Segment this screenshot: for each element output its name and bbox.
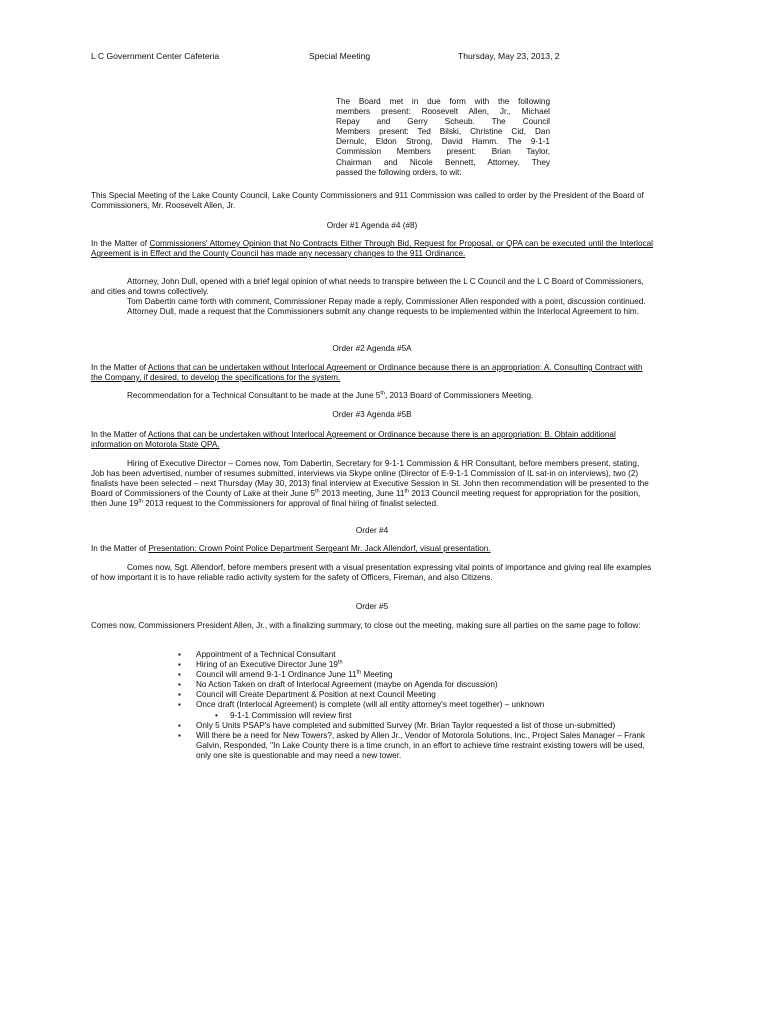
order1-paragraph-1: Attorney, John Dull, opened with a brief legal opinion of what needs to transpire between the L C Council and the L C Board of Commissioners, and cities and towns collectively. [91, 277, 644, 297]
hiring-sup-3: th [138, 498, 143, 505]
intro-paragraph [336, 97, 550, 178]
list-item: ▪ Only 5 Units PSAP's have completed and submitted Survey (Mr. Brian Taylor requested a list of those un-submitted) [91, 721, 653, 731]
opening-paragraph [91, 191, 653, 211]
intro-line: The Board met in due form with the following [336, 97, 550, 106]
opening-text: This Special Meeting of the Lake County Council, Lake County Commissioners and 911 Commission was called to order by the President of the Board of Commissioners, Mr. Roosevelt Allen, Jr. [91, 191, 644, 211]
order3-hiring-paragraph [91, 459, 653, 509]
order2-heading: Order #2 Agenda #5A [332, 344, 412, 353]
order1-discussion [91, 277, 653, 317]
matter-prefix: In the Matter of [91, 363, 148, 372]
order1-matter [91, 239, 653, 259]
sub-list-item: • 9-1-1 Commission will review first [91, 711, 653, 721]
hiring-text-d: 2013 request to the Commissioners for approval of final hiring of finalist selected. [142, 499, 439, 509]
order5-summary [91, 621, 653, 631]
matter-title: Presentation: Crown Point Police Department Sergeant Mr. Jack Allendorf, visual presentation. [148, 544, 491, 553]
order3-matter [91, 430, 653, 450]
matter-title: Commissioners' Attorney Opinion that No Contracts Either Through Bid, Request for Proposal, or QPA can be executed until the Interlocal Agreement is in Effect and the County Council has made any necessary changes to the 911 Ordinance. [91, 239, 653, 259]
order4-heading: Order #4 [355, 526, 389, 535]
list-item: ▪ Council will Create Department & Position at next Council Meeting [91, 690, 653, 700]
order5-action-list [91, 650, 653, 761]
order2-recommendation [91, 391, 653, 401]
order4-paragraph-1: Comes now, Sgt. Allendorf, before members present with a visual presentation expressing vital points of importance and giving real life examples of how important it is to have reliable radio activity system for the safety of Officers, Fireman, and also Citizens. [91, 563, 652, 583]
intro-line: Repay and Gerry Scheub. The Council [336, 117, 550, 127]
intro-line: members present: Roosevelt Allen, Jr., Michael [336, 107, 550, 117]
order2-matter [91, 363, 653, 383]
matter-title: Actions that can be undertaken without Interlocal Agreement or Ordinance because there is an appropriation: A. Consulting Contract with the Company, if desired, to develop the specifications for the system. [91, 363, 643, 383]
hiring-text-c: 2013 Council meeting request for appropriation for the position, then June 19 [91, 489, 641, 509]
list-item [91, 660, 653, 670]
list-item-text: Meeting [361, 670, 393, 680]
list-item: ▪ Will there be a need for New Towers?, asked by Allen Jr., Vendor of Motorola Solutions, Inc., Project Sales Manager – Frank Galvin, Responded, "In Lake County there is a time crunch, in an effort to achieve time restraint existing towers will be used, only one site is questionable and may need a new tower. [91, 731, 653, 761]
hiring-text-b: 2013 meeting, June 11 [319, 489, 405, 499]
hiring-sup-1: th [314, 488, 320, 495]
intro-line: Commission Members present: Brian Taylor, [336, 147, 550, 157]
hiring-sup-2: th [404, 488, 410, 495]
rec-text-b: , 2013 Board of Commissioners Meeting. [384, 391, 534, 400]
list-item-sup: th [338, 659, 343, 666]
order4-matter [91, 544, 653, 554]
matter-title: Actions that can be undertaken without Interlocal Agreement or Ordinance because there is an appropriation: B. Obtain additional information on Motorola State QPA. [91, 430, 616, 450]
rec-sup: th [380, 390, 385, 397]
hiring-text-a: Hiring of Executive Director – Comes now, Tom Dabertin, Secretary for 9-1-1 Commission & HR Consultant, before members present, stating, Job has been advertised, number of resumes submitted, interviews via Skype online (Director of E-9-1-1 Commission of IL sat-in on interviews), two (2) finalists have been selected – next Thursday (May 30, 2013) final interview at Executive Session in St. John then recommendation will be presented to the Board of Commissioners of the County of Lake at their June 5 [91, 459, 649, 499]
header-location: L C Government Center Cafeteria [91, 51, 220, 61]
order1-paragraph-2: Tom Dabertin came forth with comment, Commissioner Repay made a reply, Commissioner Allen responded with a point, discussion continued. [127, 297, 646, 307]
matter-prefix: In the Matter of [91, 239, 150, 248]
order1-heading: Order #1 Agenda #4 (#8) [326, 221, 418, 230]
order4-presentation [91, 563, 653, 583]
matter-prefix: In the Matter of [91, 544, 149, 553]
rec-text-a: Recommendation for a Technical Consultant to be made at the June 5 [127, 391, 381, 400]
intro-line: Dernulc, Eldon Strong, David Hamm. The 9-1-1 [336, 137, 550, 147]
intro-line: Members present: Ted Bilski, Christine Cid, Dan [336, 127, 550, 137]
list-item: ▪ No Action Taken on draft of Interlocal Agreement (maybe on Agenda for discussion) [91, 680, 653, 690]
order1-paragraph-3: Attorney Dull, made a request that the Commissioners submit any change requests to be implemented within the Interlocal Agreement to him. [127, 307, 639, 317]
matter-prefix: In the Matter of [91, 430, 148, 439]
list-item [91, 670, 653, 680]
list-item-sup: th [356, 669, 362, 676]
order3-heading: Order #3 Agenda #5B [332, 410, 412, 419]
list-item-text: Council will amend 9-1-1 Ordinance June 11 [196, 670, 357, 680]
list-item: ▪ Appointment of a Technical Consultant [91, 650, 653, 660]
order5-paragraph-1: Comes now, Commissioners President Allen, Jr., with a finalizing summary, to close out the meeting, making sure all parties on the same page to follow: [91, 621, 641, 630]
header-date: Thursday, May 23, 2013, 2 [458, 51, 560, 61]
intro-line: passed the following orders, to wit: [336, 167, 462, 177]
intro-line: Chairman and Nicole Bennett, Attorney. They [336, 157, 550, 167]
header-meeting-type: Special Meeting [309, 51, 371, 61]
order5-heading: Order #5 [355, 602, 389, 611]
list-item: ▪ Once draft (Interlocal Agreement) is complete (will all entity attorney's meet together) – unknown [91, 700, 653, 710]
list-item-text: Hiring of an Executive Director June 19 [196, 660, 338, 670]
